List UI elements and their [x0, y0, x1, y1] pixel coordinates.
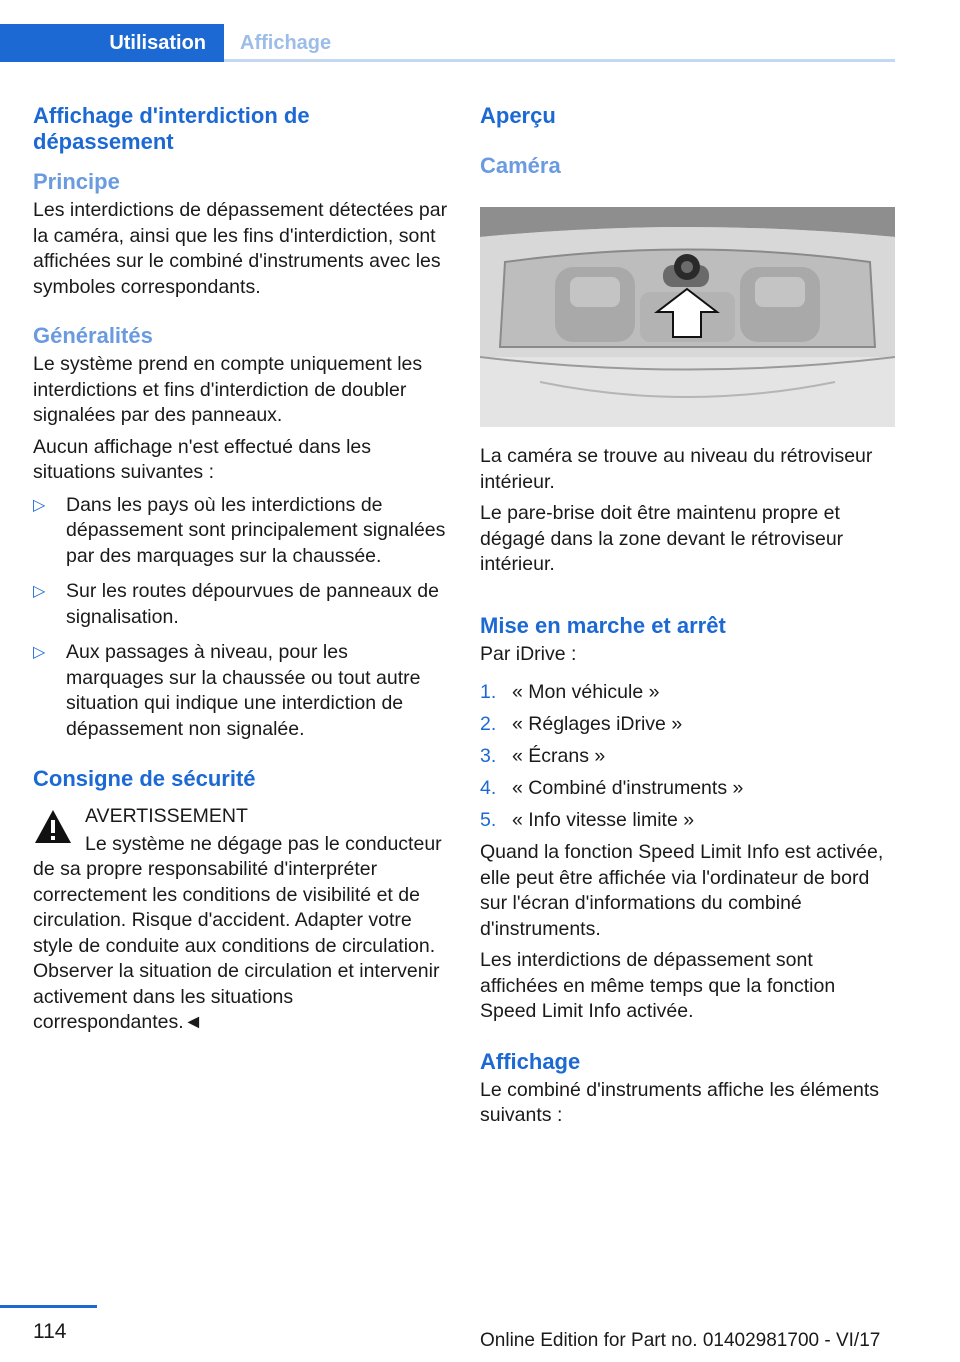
affichage-heading: Affichage: [480, 1048, 581, 1074]
left-column: [33, 103, 448, 1036]
triangle-bullet-icon: ▷: [33, 583, 46, 600]
tab-affichage[interactable]: Affichage: [240, 31, 332, 54]
list-item: 1. « Mon véhicule »: [480, 681, 660, 703]
right-column: [480, 103, 895, 1129]
warning-block: [33, 804, 448, 857]
generalites-text-2: Aucun affichage n'est effectué dans les situations suivantes :: [33, 435, 371, 483]
list-item: 5. « Info vitesse limite »: [480, 809, 695, 831]
mise-text-2: Les interdictions de dépassement sont affichées en même temps que la fonction Speed Limit Info activée.: [480, 949, 836, 1022]
header-tabbar: [0, 24, 895, 62]
list-item: ▷ Aux passages à niveau, pour les marquages sur la chaussée ou tout autre situation qui indique une interdiction de dépassement non signalée.: [33, 641, 421, 740]
idrive-steps: [480, 680, 895, 834]
camera-heading: Caméra: [480, 153, 561, 178]
warning-text: de sa propre responsabilité d'interpréter correctement les conditions de visibilité et de circulation. Risque d'accident. Adapter votre style de conduite aux conditions de circulation. Observer la situation de circulation et intervenir activement dans les situations correspondantes.◄: [33, 858, 440, 1033]
situations-list: [33, 493, 448, 743]
camera-text-2: Le pare-brise doit être maintenu propre et dégagé dans la zone devant le rétroviseur intérieur.: [480, 502, 844, 575]
affichage-text: Le combiné d'instruments affiche les éléments suivants :: [480, 1078, 879, 1126]
footer-divider: [0, 1305, 97, 1308]
list-item: ▷ Dans les pays où les interdictions de dépassement sont principalement signalées par des marquages sur la chaussée.: [33, 493, 446, 567]
apercu-heading: Aperçu: [480, 103, 556, 128]
camera-location-photo: [480, 207, 895, 427]
section-title: Affichage d'interdiction de dépassement: [33, 103, 310, 154]
warning-text-first: Le système ne dégage pas le conducteur: [85, 832, 442, 855]
mise-intro: Par iDrive :: [480, 642, 577, 665]
warning-label: AVERTISSEMENT: [85, 805, 248, 827]
generalites-heading: Généralités: [33, 323, 153, 348]
list-item: 4. « Combiné d'instruments »: [480, 777, 744, 799]
header-divider: [224, 59, 895, 62]
triangle-bullet-icon: ▷: [33, 496, 46, 514]
list-item: 2. « Réglages iDrive »: [480, 713, 683, 735]
camera-text-1: La caméra se trouve au niveau du rétroviseur intérieur.: [480, 445, 873, 493]
edition-label: Online Edition for Part no. 01402981700 - VI/17: [480, 1330, 881, 1351]
mise-heading: Mise en marche et arrêt: [480, 612, 726, 638]
generalites-text-1: Le système prend en compte uniquement les interdictions et fins d'interdiction de doubler signalées par des panneaux.: [33, 353, 423, 426]
warning-triangle-icon: [33, 808, 73, 846]
tab-utilisation[interactable]: Utilisation: [0, 24, 224, 62]
principe-text: Les interdictions de dépassement détectées par la caméra, ainsi que les fins d'interdiction, sont affichées sur le combiné d'instruments avec les symboles correspondants.: [33, 199, 448, 298]
mise-text-1: Quand la fonction Speed Limit Info est activée, elle peut être affichée via l'ordinateur de bord sur l'écran d'informations du combiné d'instruments.: [480, 841, 884, 940]
consigne-heading: Consigne de sécurité: [33, 766, 256, 791]
principe-heading: Principe: [33, 169, 120, 194]
triangle-bullet-icon: ▷: [33, 644, 46, 661]
page-number: 114: [33, 1320, 67, 1343]
list-item: ▷ Sur les routes dépourvues de panneaux de signalisation.: [33, 580, 439, 628]
list-item: 3. « Écrans »: [480, 745, 606, 767]
